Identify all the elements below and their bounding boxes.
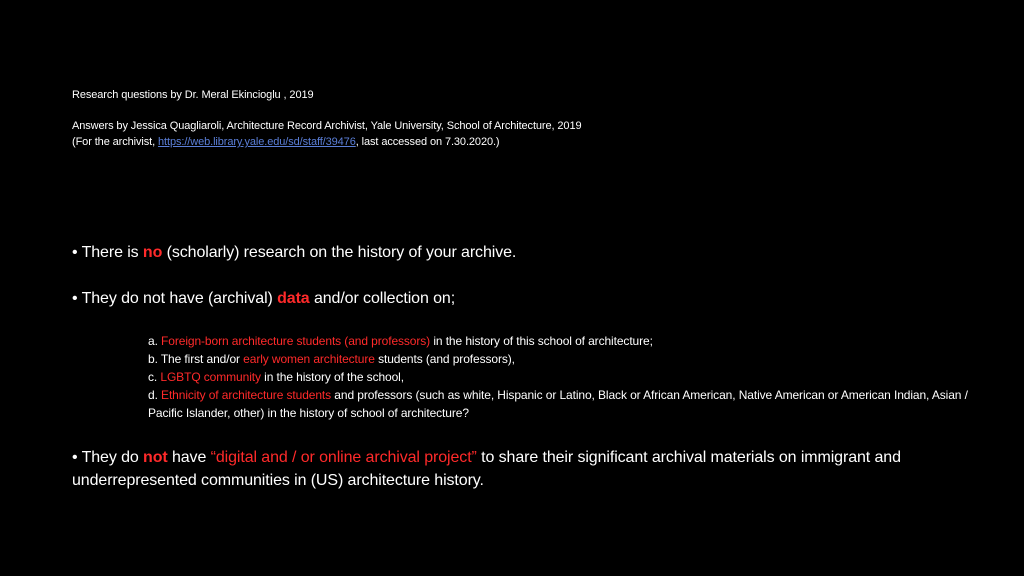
answers-credit [72,118,582,134]
highlight-data: data [277,290,310,307]
bullet-text: have [167,449,211,466]
answers-credit-text: Answers by Jessica Quagliaroli, Architecture Record Archivist, Yale University, School of Architecture, 2019 [72,120,582,132]
item-highlight: early women architecture [243,352,375,366]
bullet-text: They do [77,449,144,466]
item-suffix: and professors (such as white, Hispanic or Latino, Black or African American, Native American or American Indian, Asian / Pacific Islander, other) in the history of school of architecture? [148,388,968,420]
research-credit [72,87,314,103]
item-prefix: c. [148,370,161,384]
item-highlight: LGBTQ community [160,370,261,384]
bullet-marker: • [72,449,78,466]
bullet-text: to share their significant archival materials on immigrant and underrepresented communities in (US) architecture history. [72,449,901,489]
list-item [148,368,968,386]
item-suffix: students (and professors), [374,352,515,366]
collection-gaps-list [148,332,968,422]
highlight-no: no [142,244,163,261]
item-highlight: Ethnicity of architecture students [161,388,332,402]
archivist-reference [72,134,500,150]
highlight-digital-project: “digital and / or online archival project” [210,449,477,466]
bullet-text: They do not have (archival) [77,290,278,307]
archivist-prefix: (For the archivist, [72,136,159,148]
bullet-text: (scholarly) research on the history of your archive. [162,244,517,261]
item-prefix: a. [148,334,162,348]
highlight-not: not [143,449,168,466]
item-highlight: Foreign-born architecture students (and professors) [161,334,431,348]
item-prefix: b. The first and/or [148,352,244,366]
item-prefix: d. [148,388,162,402]
list-item [148,386,968,422]
bullet-no-digital-project [72,446,952,492]
archivist-profile-link[interactable]: https://web.library.yale.edu/sd/staff/39476 [158,136,356,148]
bullet-marker: • [72,244,78,261]
archivist-suffix: , last accessed on 7.30.2020.) [355,136,500,148]
item-suffix: in the history of this school of architecture; [430,334,653,348]
bullet-marker: • [72,290,78,307]
list-item [148,350,968,368]
bullet-no-research [72,241,516,264]
bullet-text: There is [77,244,143,261]
bullet-no-data [72,287,455,310]
list-item [148,332,968,350]
item-suffix: in the history of the school, [260,370,404,384]
research-credit-text: Research questions by Dr. Meral Ekincioglu , 2019 [72,89,314,101]
bullet-text: and/or collection on; [309,290,456,307]
